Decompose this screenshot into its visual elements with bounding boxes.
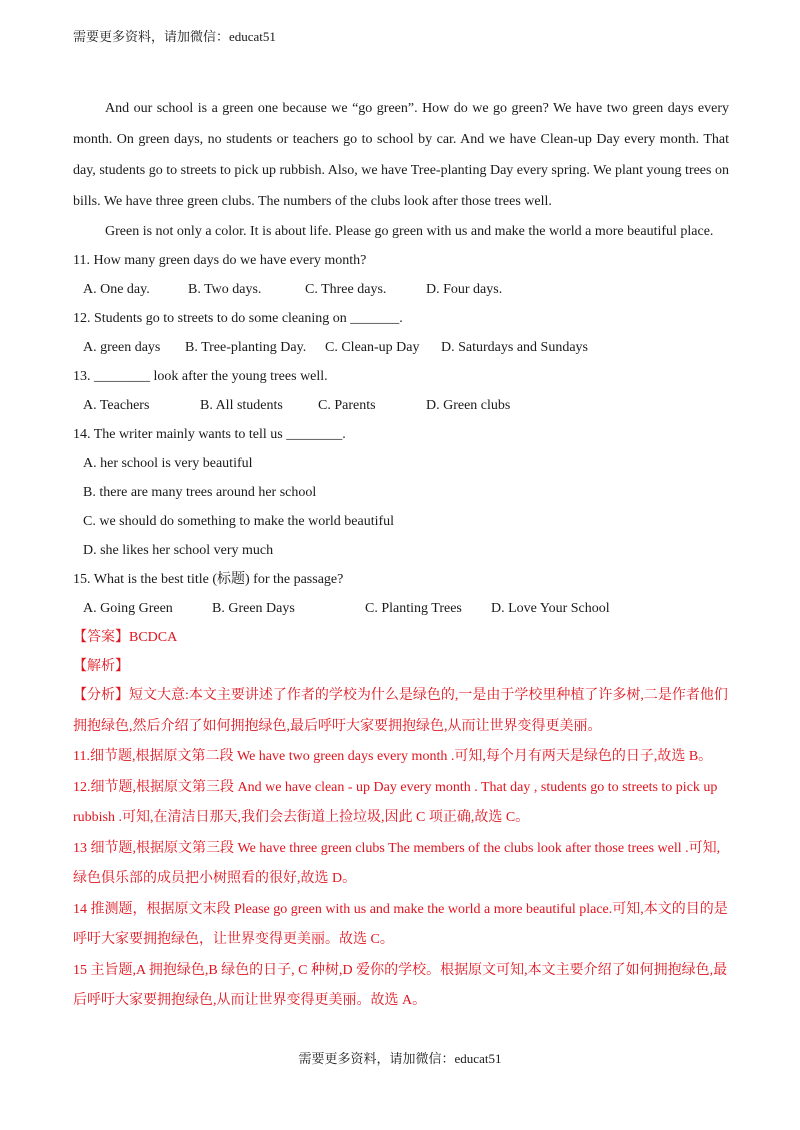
page-header: 需要更多资料，请加微信：educat51 (73, 29, 276, 44)
option-a: A. her school is very beautiful (83, 456, 253, 471)
page-footer: 需要更多资料，请加微信：educat51 (298, 1051, 502, 1066)
option-d: D. Love Your School (491, 601, 610, 616)
answer-label: 【答案】 (73, 630, 129, 645)
answer-value: BCDCA (129, 630, 178, 645)
question-options (73, 594, 729, 623)
answer-line (73, 623, 729, 652)
option-b: B. there are many trees around her school (83, 485, 317, 500)
option-b: B. Two days. (188, 282, 262, 297)
question-stem: 11. How many green days do we have every month? (73, 253, 367, 268)
option-d: D. she likes her school very much (83, 543, 274, 558)
option-a: A. Going Green (83, 601, 173, 616)
explanation-summary: 【分析】短文大意:本文主要讲述了作者的学校为什么是绿色的,一是由于学校里种植了许多树,二是作者他们拥抱绿色,然后介绍了如何拥抱绿色,最后呼吁大家要拥抱绿色,从而让世界变得更美丽。 (73, 688, 728, 734)
option-c: C. Clean-up Day (325, 340, 420, 355)
option-b: B. All students (200, 398, 283, 413)
option-a: A. green days (83, 340, 161, 355)
option-b: B. Tree-planting Day. (185, 340, 307, 355)
passage-paragraph-1: And our school is a green one because we “go green”. How do we go green? We have two green days every month. On green days, no students or teachers go to school by car. And we have Clean-up Day every month. That day, students go to streets to pick up rubbish. Also, we have Tree-planting Day every spring. We plant young trees on bills. We have three green clubs. The numbers of the clubs look after those trees well. (73, 101, 729, 209)
question-options (73, 391, 729, 420)
question-options (73, 333, 729, 362)
option-d: D. Saturdays and Sundays (441, 340, 588, 355)
option-c: C. Three days. (305, 282, 387, 297)
explanation-item: 13 细节题,根据原文第三段 We have three green clubs The members of the clubs look after those trees well .可知,绿色俱乐部的成员把小树照看的很好,故选 D。 (73, 840, 721, 886)
document-body (73, 93, 729, 1017)
analysis-label: 【解析】 (73, 659, 129, 674)
question-options (73, 275, 729, 304)
question-stem: 12. Students go to streets to do some cleaning on _______. (73, 311, 403, 326)
option-a: A. One day. (83, 282, 150, 297)
explanation-item: 11.细节题,根据原文第二段 We have two green days every month .可知,每个月有两天是绿色的日子,故选 B。 (73, 749, 713, 764)
passage-paragraph-2: Green is not only a color. It is about life. Please go green with us and make the world a more beautiful place. (105, 224, 714, 239)
explanation-item: 12.细节题,根据原文第三段 And we have clean - up Day every month . That day , students go to streets to pick up rubbish .可知,在清洁日那天,我们会去街道上捡垃圾,因此 C 项正确,故选 C。 (73, 779, 718, 825)
option-d: D. Green clubs (426, 398, 511, 413)
explanation-item: 15 主旨题,A 拥抱绿色,B 绿色的日子, C 种树,D 爱你的学校。根据原文可知,本文主要介绍了如何拥抱绿色,最后呼吁大家要拥抱绿色,从而让世界变得更美丽。故选 A。 (73, 962, 728, 1008)
explanation-item: 14 推测题，根据原文末段 Please go green with us and make the world a more beautiful place.可知,本文的目的是 呼吁大家要拥抱绿色，让世界变得更美丽。故选 C。 (73, 901, 728, 947)
question-stem: 15. What is the best title (标题) for the passage? (73, 572, 344, 587)
option-c: C. Planting Trees (365, 601, 462, 616)
option-a: A. Teachers (83, 398, 150, 413)
option-c: C. we should do something to make the world beautiful (83, 514, 395, 529)
option-d: D. Four days. (426, 282, 503, 297)
question-stem: 13. ________ look after the young trees well. (73, 369, 328, 384)
option-b: B. Green Days (212, 601, 295, 616)
question-stem: 14. The writer mainly wants to tell us ________. (73, 427, 346, 442)
option-c: C. Parents (318, 398, 376, 413)
